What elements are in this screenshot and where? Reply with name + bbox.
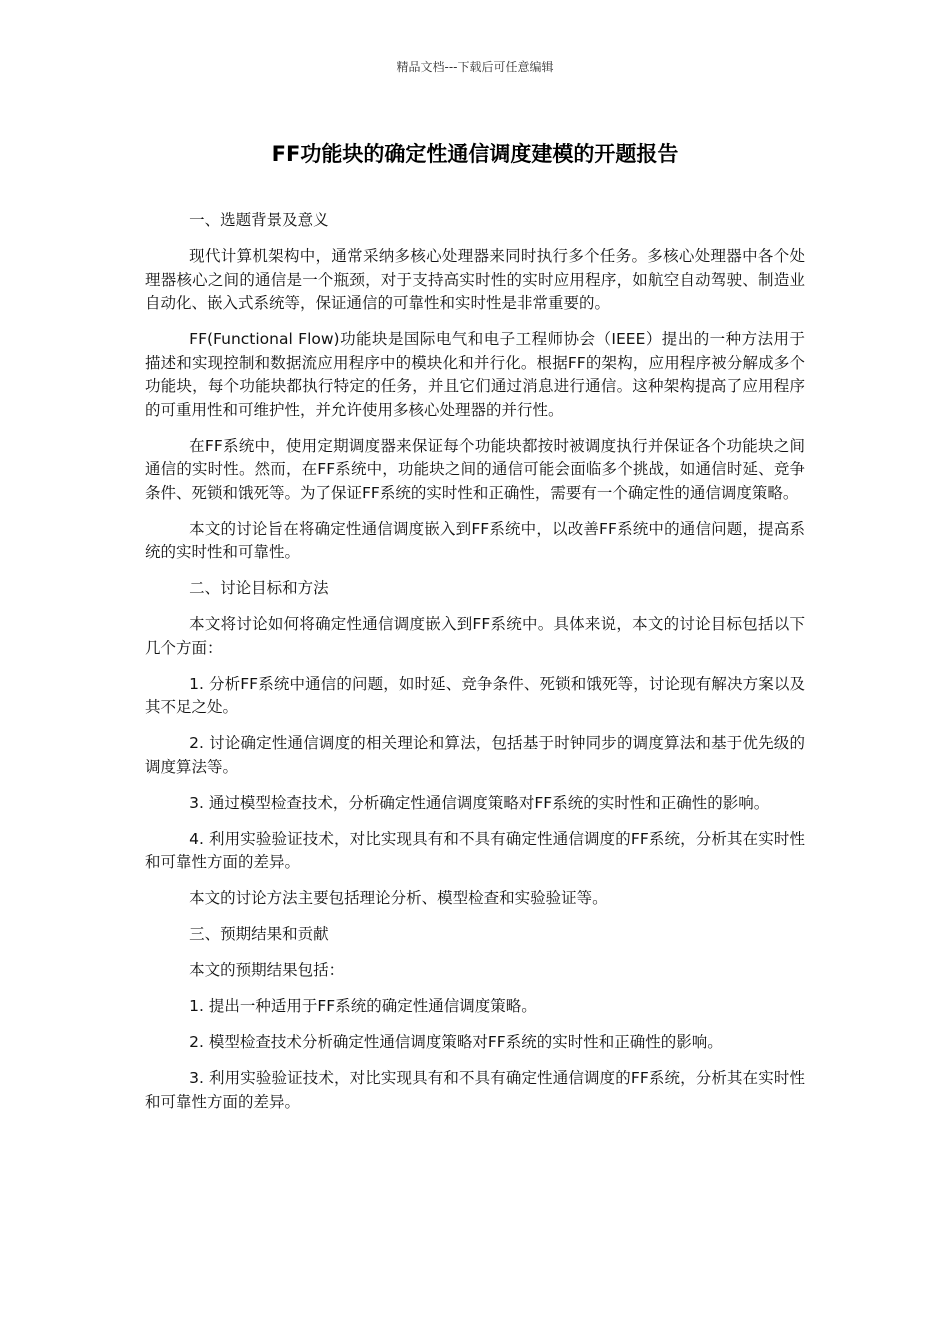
paragraph-results-intro: 本文的预期结果包括： [189, 961, 345, 979]
list-item-result-3: 3. 利用实验验证技术，对比实现具有和不具有确定性通信调度的FF系统，分析其在实时性和可靠性方面的差异。 [145, 1069, 805, 1111]
paragraph-multicore: 现代计算机架构中，通常采纳多核心处理器来同时执行多个任务。多核心处理器中各个处理器核心之间的通信是一个瓶颈，对于支持高实时性的实时应用程序，如航空自动驾驶、制造业自动化、嵌入式系统等，保证通信的可靠性和实时性是非常重要的。 [145, 247, 805, 312]
list-item-goal-3: 3. 通过模型检查技术，分析确定性通信调度策略对FF系统的实时性和正确性的影响。 [189, 793, 770, 812]
list-item-result-1: 1. 提出一种适用于FF系统的确定性通信调度策略。 [189, 997, 537, 1015]
section-heading-background: 一、选题背景及意义 [189, 211, 329, 229]
list-item-goal-2: 2. 讨论确定性通信调度的相关理论和算法，包括基于时钟同步的调度算法和基于优先级的调度算法等。 [145, 734, 805, 776]
document-body [145, 209, 805, 1127]
list-item-goal-4: 4. 利用实验验证技术，对比实现具有和不具有确定性通信调度的FF系统，分析其在实时性和可靠性方面的差异。 [145, 829, 805, 871]
list-item-result-2: 2. 模型检查技术分析确定性通信调度策略对FF系统的实时性和正确性的影响。 [189, 1033, 723, 1051]
paragraph-ff-definition: FF(Functional Flow)功能块是国际电气和电子工程师协会（IEEE）提出的一种方法用于描述和实现控制和数据流应用程序中的模块化和并行化。根据FF的架构，应用程序被分解成多个功能块，每个功能块都执行特定的任务，并且它们通过消息进行通信。这种架构提高了应用程序的可重用性和可维护性，并允许使用多核心处理器的并行性。 [145, 330, 805, 419]
paragraph-ff-scheduling: 在FF系统中，使用定期调度器来保证每个功能块都按时被调度执行并保证各个功能块之间通信的实时性。然而，在FF系统中，功能块之间的通信可能会面临多个挑战，如通信时延、竞争条件、死锁和饿死等。为了保证FF系统的实时性和正确性，需要有一个确定性的通信调度策略。 [145, 436, 805, 502]
document-title: FF功能块的确定性通信调度建模的开题报告 [271, 142, 679, 166]
page-header: 精品文档---下载后可任意编辑 [396, 60, 554, 74]
paragraph-methods: 本文的讨论方法主要包括理论分析、模型检查和实验验证等。 [189, 889, 608, 907]
section-heading-goals: 二、讨论目标和方法 [189, 579, 329, 597]
list-item-goal-1: 1. 分析FF系统中通信的问题，如时延、竞争条件、死锁和饿死等，讨论现有解决方案以及其不足之处。 [145, 674, 805, 716]
section-heading-results: 三、预期结果和贡献 [189, 925, 329, 943]
paragraph-aim: 本文的讨论旨在将确定性通信调度嵌入到FF系统中，以改善FF系统中的通信问题，提高系统的实时性和可靠性。 [145, 519, 805, 561]
paragraph-goals-intro: 本文将讨论如何将确定性通信调度嵌入到FF系统中。具体来说，本文的讨论目标包括以下几个方面： [145, 615, 805, 657]
